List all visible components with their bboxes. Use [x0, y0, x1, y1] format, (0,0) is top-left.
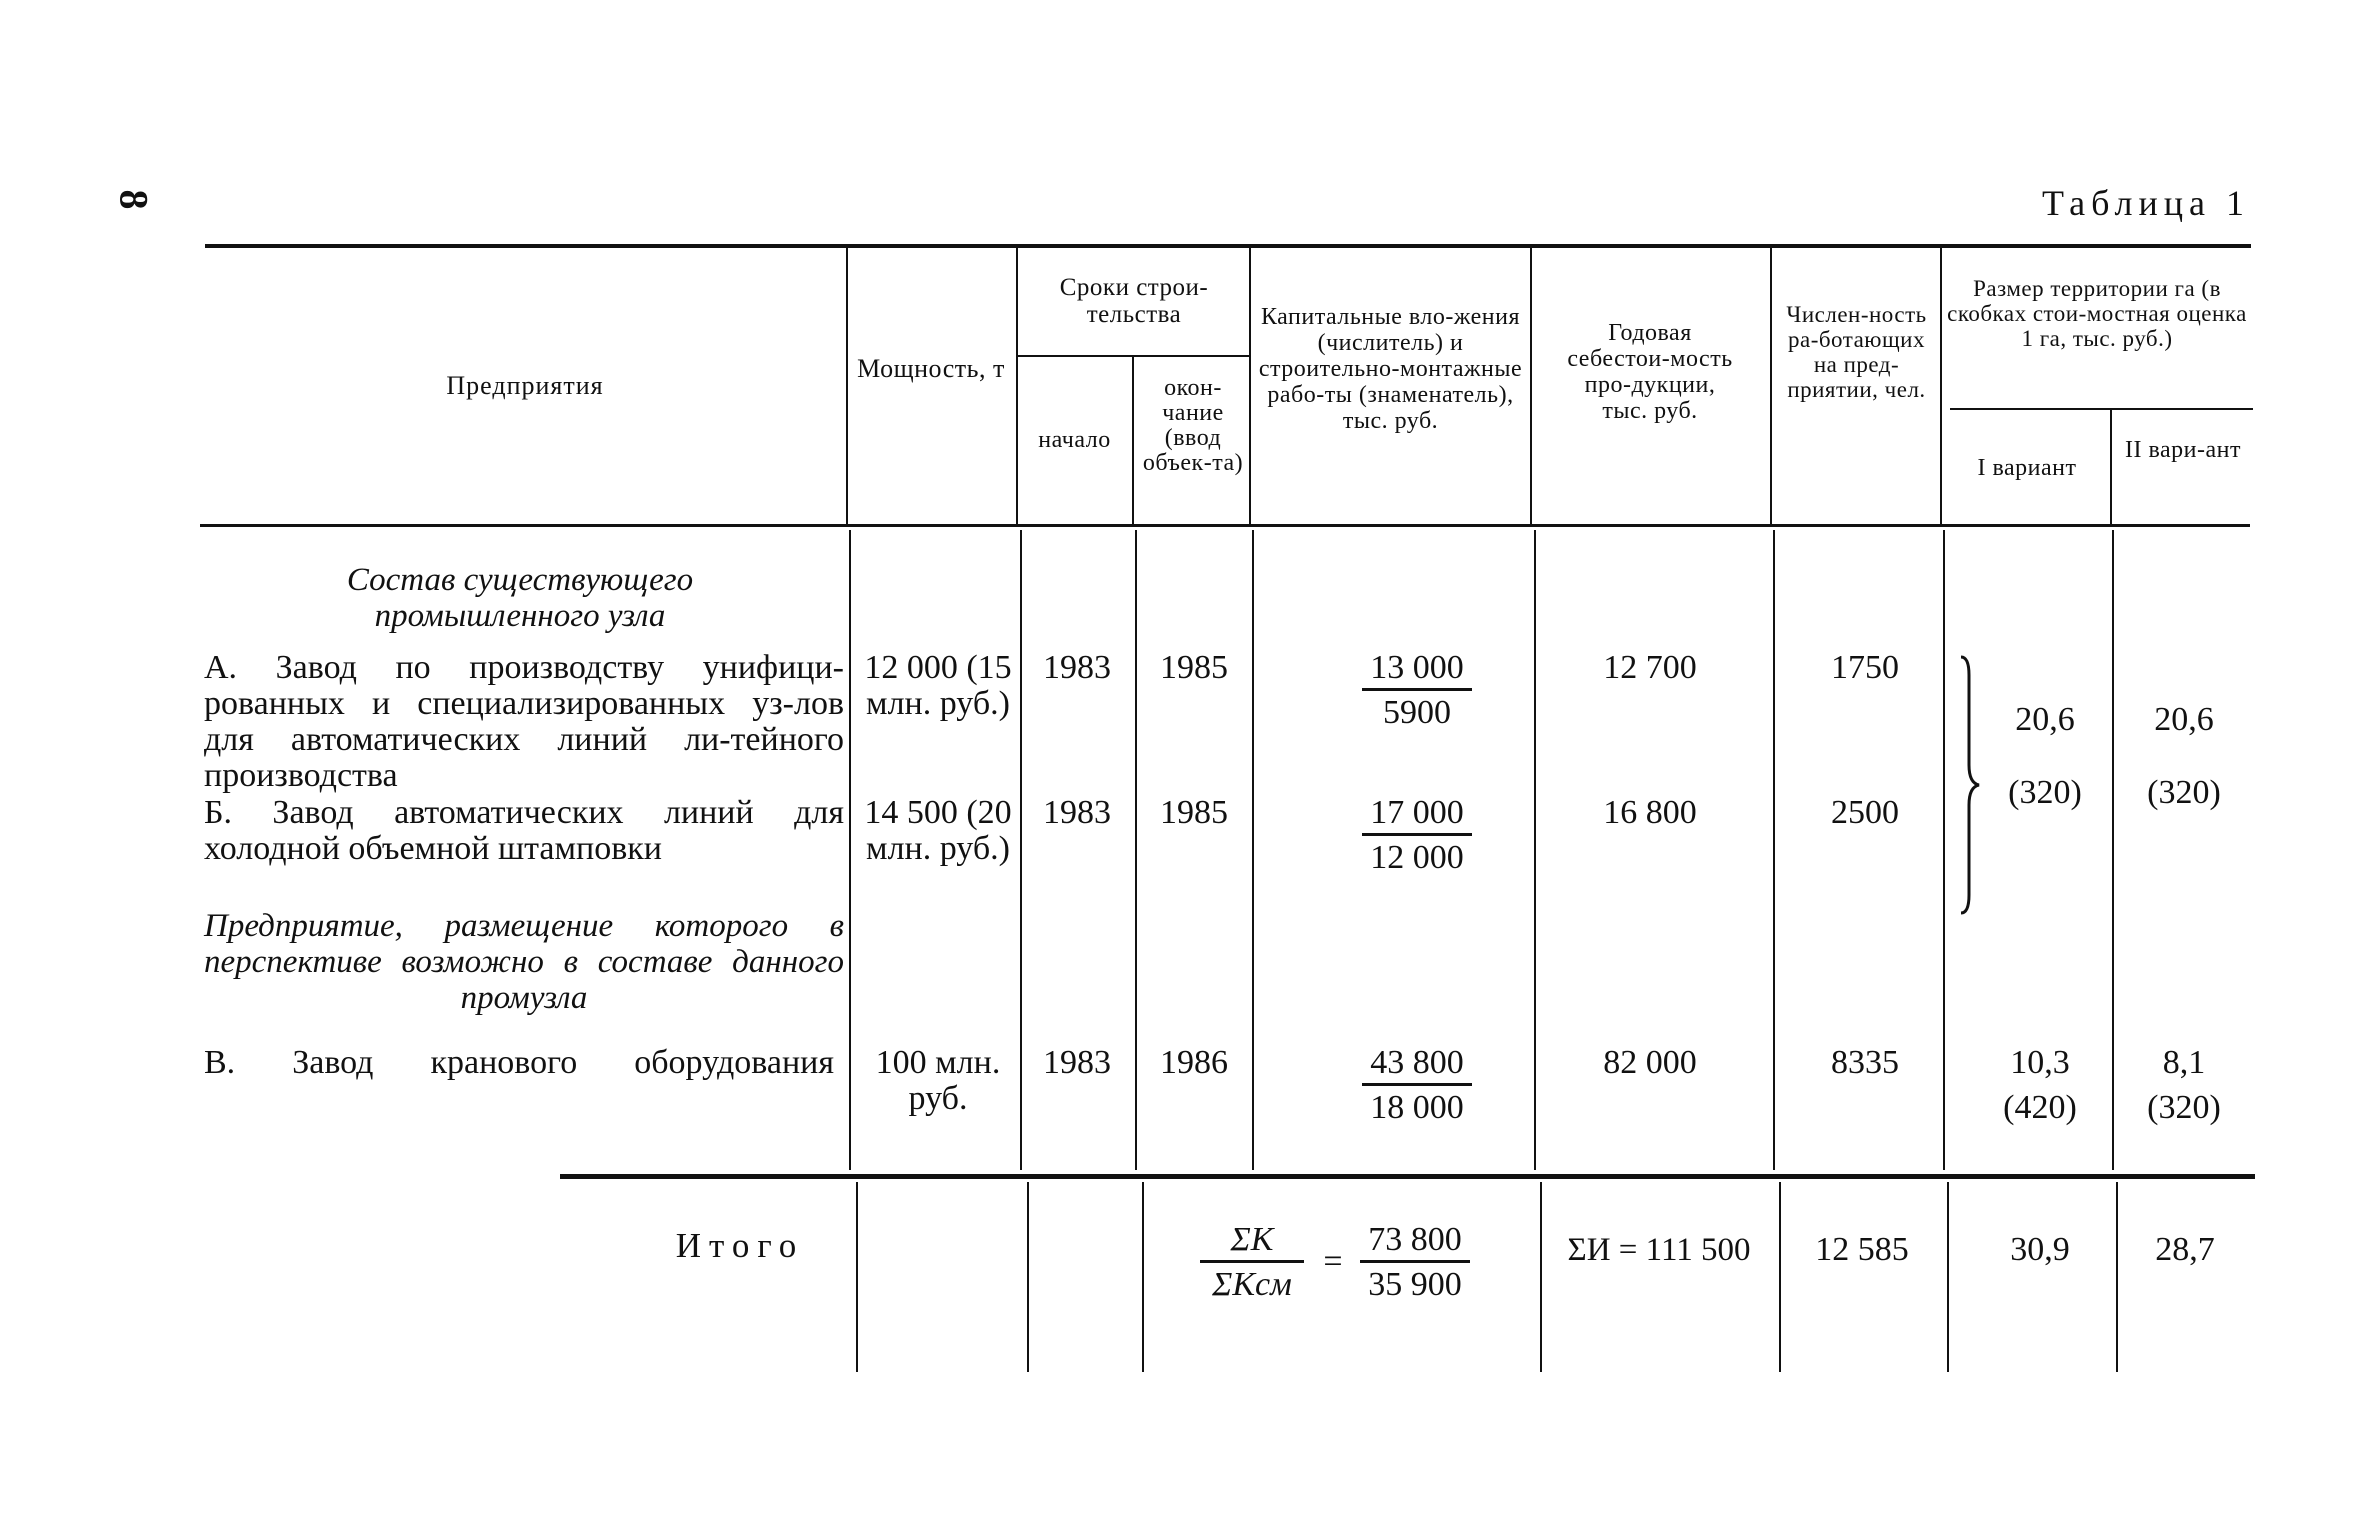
col-divider: [1027, 1182, 1029, 1372]
table-label: Таблица 1: [2042, 183, 2250, 223]
row-v-territory-v1-cost: (420): [2003, 1089, 2077, 1126]
header-end: окон-чание (ввод объек-та): [1142, 375, 1244, 476]
row-b-capital-num: 17 000: [1362, 795, 1472, 836]
col-divider: [1016, 248, 1018, 524]
total-sum-k: ΣK: [1200, 1222, 1304, 1263]
row-b-end: 1985: [1160, 794, 1228, 831]
col-divider: [1252, 530, 1254, 1170]
total-territory-v1: 30,9: [2010, 1231, 2070, 1268]
col-divider: [1779, 1182, 1781, 1372]
top-rule: [205, 244, 2251, 248]
header-capital: Капитальные вло-жения (числитель) и строительно-монтажные рабо-ты (знаменатель), тыс. руб.: [1258, 304, 1523, 434]
row-v-cost: 82 000: [1603, 1044, 1697, 1081]
row-v-territory-v2: 8,1: [2162, 1044, 2206, 1081]
total-cost: ΣИ = 111 500: [1567, 1232, 1751, 1268]
col-divider: [2112, 530, 2114, 1170]
row-b-start: 1983: [1043, 794, 1111, 831]
row-b-capital-den: 12 000: [1370, 839, 1464, 876]
total-capital: [1360, 1222, 1470, 1303]
row-a-workers: 1750: [1831, 649, 1899, 686]
header-bottom-rule: [200, 524, 2250, 527]
row-v-start: 1983: [1043, 1044, 1111, 1081]
row-a-capital-den: 5900: [1383, 694, 1451, 731]
header-cost: Годовая себестои-мость про-дукции, тыс. руб.: [1567, 320, 1733, 424]
row-v-name: В. Завод кранового оборудования: [204, 1044, 834, 1081]
total-sum-fraction: [1200, 1222, 1304, 1303]
row-b-capital: [1362, 795, 1472, 876]
col-divider: [1142, 1182, 1144, 1372]
row-b-workers: 2500: [1831, 794, 1899, 831]
subheader-rule-territory: [1950, 408, 2253, 410]
row-v-capital-num: 43 800: [1362, 1045, 1472, 1086]
col-divider: [846, 248, 848, 524]
header-territory: Размер территории га (в скобках стои-мостная оценка 1 га, тыс. руб.): [1947, 276, 2247, 351]
col-divider: [1947, 1182, 1949, 1372]
col-divider: [1132, 356, 1134, 524]
row-a-capital-num: 13 000: [1362, 650, 1472, 691]
row-v-capital-den: 18 000: [1370, 1089, 1464, 1126]
col-divider: [1943, 530, 1945, 1170]
col-divider: [2116, 1182, 2118, 1372]
header-terms: Сроки строи-тельства: [1059, 274, 1209, 328]
row-v-territory-v1: 10,3: [2010, 1044, 2070, 1081]
col-divider: [2110, 410, 2112, 524]
total-territory-v2: 28,7: [2155, 1231, 2215, 1268]
brace-icon: [1955, 655, 1985, 915]
row-v-territory-v2-cost: (320): [2147, 1089, 2221, 1126]
row-v-end: 1986: [1160, 1044, 1228, 1081]
row-ab-territory-v1: 20,6: [2015, 701, 2075, 738]
row-b-capacity: 14 500 (20 млн. руб.): [864, 794, 1012, 867]
section-prospective: Предприятие, размещение которого в перспективе возможно в составе данного промузла: [204, 908, 844, 1016]
total-equals: =: [1323, 1243, 1343, 1280]
total-workers: 12 585: [1815, 1231, 1909, 1268]
row-a-name: А. Завод по производству унифици-рованных и специализированных уз-лов для автоматических линий ли-тейного производства: [204, 649, 844, 794]
row-v-capital: [1362, 1045, 1472, 1126]
header-variant2: II вари-ант: [2125, 437, 2241, 463]
row-v-capacity: 100 млн. руб.: [875, 1044, 1001, 1117]
header-start: начало: [1038, 427, 1111, 453]
row-ab-territory-v1-cost: (320): [2008, 774, 2082, 811]
row-a-end: 1985: [1160, 649, 1228, 686]
col-divider: [856, 1182, 858, 1372]
total-label: Итого: [675, 1226, 805, 1265]
row-ab-territory-v2: 20,6: [2154, 701, 2214, 738]
header-enterprises: Предприятия: [446, 371, 604, 400]
col-divider: [1249, 248, 1251, 524]
total-sum-k-sm: ΣKсм: [1212, 1266, 1292, 1303]
total-capital-num: 73 800: [1360, 1222, 1470, 1263]
row-a-start: 1983: [1043, 649, 1111, 686]
col-divider: [1135, 530, 1137, 1170]
row-b-cost: 16 800: [1603, 794, 1697, 831]
row-ab-territory-v2-cost: (320): [2147, 774, 2221, 811]
section-existing: Состав существующего промышленного узла: [346, 562, 694, 634]
header-variant1: I вариант: [1977, 455, 2077, 481]
header-workers: Числен-ность ра-ботающих на пред-приятии, чел.: [1786, 302, 1927, 402]
header-capacity: Мощность, т: [857, 354, 1005, 383]
row-a-capital: [1362, 650, 1472, 731]
col-divider: [1530, 248, 1532, 524]
row-a-cost: 12 700: [1603, 649, 1697, 686]
col-divider: [1770, 248, 1772, 524]
row-a-capacity: 12 000 (15 млн. руб.): [864, 649, 1012, 722]
row-v-workers: 8335: [1831, 1044, 1899, 1081]
total-capital-den: 35 900: [1368, 1266, 1462, 1303]
col-divider: [1540, 1182, 1542, 1372]
col-divider: [1773, 530, 1775, 1170]
page-number: 8: [111, 189, 157, 210]
col-divider: [1534, 530, 1536, 1170]
row-b-name: Б. Завод автоматических линий для холодной объемной штамповки: [204, 794, 844, 867]
total-rule: [560, 1174, 2255, 1179]
col-divider: [849, 530, 851, 1170]
